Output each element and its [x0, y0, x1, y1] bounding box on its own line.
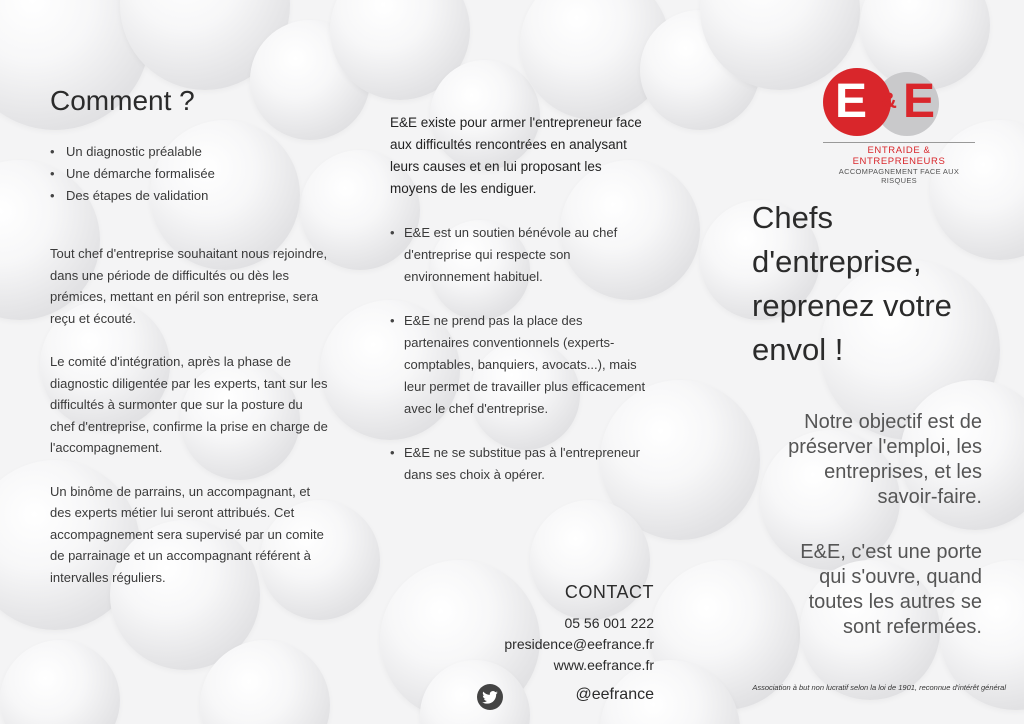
list-item: • E&E ne prend pas la place des partenaires conventionnels (experts-comptables, banquiers, avocats...), mais leur permet de travailler plus efficacement avec le chef d'entreprise. [404, 310, 650, 420]
paragraph-sponsors: Un binôme de parrains, un accompagnant, et des experts métier lui seront attribués. Cet accompagnement sera supervisé par un comite de parrainage et un accompagnant référent à intervalles réguliers. [50, 483, 324, 585]
logo-tagline-primary: ENTRAIDE & ENTREPRENEURS [823, 142, 975, 167]
twitter-handle[interactable]: @eefrance [575, 686, 654, 703]
list-item: • E&E est un soutien bénévole au chef d'entreprise qui respecte son environnement habituel. [404, 222, 650, 288]
background-bubble [0, 640, 120, 724]
paragraph-reception: Tout chef d'entreprise souhaitant nous rejoindre, dans une période de difficultés ou dès les prémices, mettant en péril son entreprise, sera reçu et écouté. [50, 246, 328, 326]
list-item: • Des étapes de validation [64, 185, 330, 207]
twitter-bird-glyph [482, 691, 498, 704]
list-item: • Une démarche formalisée [64, 163, 330, 185]
steps-list [50, 141, 330, 207]
list-item: • E&E ne se substitue pas à l'entrepreneur dans ses choix à opérer. [404, 442, 650, 486]
email-link[interactable]: presidence@eefrance.fr [504, 636, 654, 652]
door-statement [782, 540, 982, 640]
list-item: • Un diagnostic préalable [64, 141, 330, 163]
mission-intro: E&E existe pour armer l'entrepreneur face aux difficultés rencontrées en analysant leurs causes et en lui proposant les moyens de les endiguer. [390, 115, 642, 196]
logo-letter-left: E [835, 75, 868, 128]
ee-logo [823, 68, 983, 185]
door-text: E&E, c'est une porte qui s'ouvre, quand toutes les autres se sont refermées. [800, 541, 982, 638]
middle-panel [390, 112, 650, 508]
left-panel [50, 85, 330, 610]
phone-number[interactable]: 05 56 001 222 [564, 615, 654, 631]
contact-title: CONTACT [564, 582, 654, 602]
paragraph-committee: Le comité d'intégration, après la phase de diagnostic diligentée par les experts, tant sur les difficultés à surmonter que sur la posture du chef d'entreprise, confirme la prise en charge de l'accompagnement. [50, 354, 328, 455]
headline [752, 196, 1002, 372]
logo-tagline-secondary: ACCOMPAGNEMENT FACE AUX RISQUES [838, 167, 960, 185]
contact-block [504, 582, 654, 704]
headline-text: Chefs d'entreprise, reprenez votre envol ! [752, 200, 952, 367]
logo-ampersand: & [881, 88, 897, 113]
logo-mark [823, 68, 983, 138]
website-link[interactable]: www.eefrance.fr [553, 657, 654, 673]
logo-letter-right: E [903, 75, 936, 128]
objective-text: Notre objectif est de préserver l'emploi, les entreprises, et les savoir-faire. [788, 411, 982, 508]
section-title-comment: Comment ? [50, 85, 195, 116]
legal-footnote: Association à but non lucratif selon la loi de 1901, reconnue d'intérêt général [752, 683, 1006, 692]
twitter-bird-icon[interactable] [477, 684, 503, 710]
objective-statement [762, 410, 982, 510]
mission-points [390, 222, 650, 486]
